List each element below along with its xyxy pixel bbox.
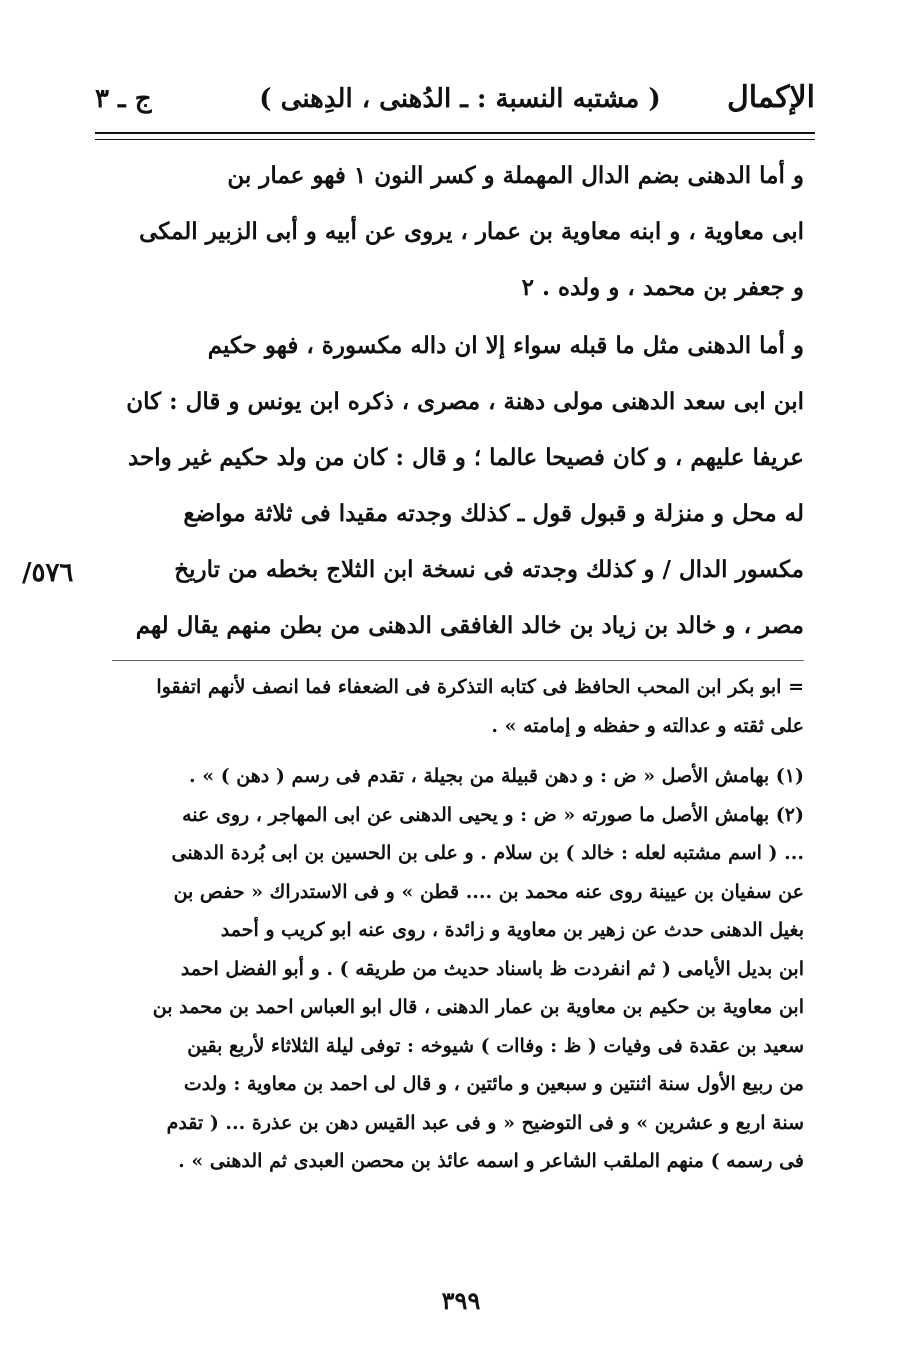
manuscript-folio-ref: ٥٧٦/ [22, 558, 74, 588]
text-line: و أما الدهنى بضم الدال المهملة و كسر النون ١ فهو عمار بن [227, 162, 804, 189]
text-line: مصر ، و خالد بن زياد بن خالد الغافقى الدهنى من بطن منهم يقال لهم [135, 612, 804, 639]
footnote-2-line: عن سفيان بن عيينة روى عنه محمد بن .... قطن » و فى الاستدراك « حفص بن [173, 880, 804, 903]
footnote-2-line: سعيد بن عقدة فى وفيات ( ظ : وفاات ) شيوخه : توفى ليلة الثلاثاء لأربع بقين [187, 1034, 804, 1057]
text-line: و جعفر بن محمد ، و ولده . ٢ [521, 274, 804, 301]
text-line: له محل و منزلة و قبول قول ـ كذلك وجدته مقيدا فى ثلاثة مواضع [183, 500, 804, 527]
section-title: ( مشتبه النسبة : ـ الدُهنى ، الدِهنى ) [259, 84, 661, 114]
book-title: الإكمال [726, 80, 815, 115]
volume-label: ج ـ ٣ [95, 84, 152, 114]
header-rule-thin [95, 139, 815, 140]
footnote-gap [112, 745, 804, 757]
footnote-2-line: (٢) بهامش الأصل ما صورته « ض : و يحيى الدهنى عن ابى المهاجر ، روى عنه [182, 803, 804, 826]
footnote-2-line: فى رسمه ) منهم الملقب الشاعر و اسمه عائذ بن محصن العبدى ثم الدهنى » . [178, 1150, 804, 1172]
footnote-2-line: سنة اربع و عشرين » و فى التوضيح « و فى عبد القيس دهن بن عذرة ... ( تقدم [166, 1111, 804, 1134]
paragraph-1 [112, 148, 804, 316]
footnote-2-line: ... ( اسم مشتبه لعله : خالد ) بن سلام . و على بن الحسين بن ابى بُردة الدهنى [171, 842, 804, 864]
footnote-2-line: بغيل الدهنى حدث عن زهير بن معاوية و زائدة ، روى عنه ابو كريب و أحمد [220, 919, 804, 941]
footnote-separator [112, 660, 804, 661]
footnote-line: = ابو بكر ابن المحب الحافظ فى كتابه التذكرة فى الضعفاء فما انصف لأنهم اتفقوا [156, 676, 804, 698]
header-rule-thick [95, 132, 815, 134]
paragraph-2 [112, 318, 804, 654]
footnotes [112, 668, 804, 1181]
text-line: و أما الدهنى مثل ما قبله سواء إلا ان داله مكسورة ، فهو حكيم [207, 332, 804, 359]
footnote-1: (١) بهامش الأصل « ض : و دهن قبيلة من بجيلة ، تقدم فى رسم ( دهن ) » . [188, 765, 804, 787]
text-line: ابى معاوية ، و ابنه معاوية بن عمار ، يروى عن أبيه و أبى الزبير المكى [139, 218, 804, 245]
page-number: ٣٩٩ [441, 1286, 481, 1315]
text-line: ابن ابى سعد الدهنى مولى دهنة ، مصرى ، ذكره ابن يونس و قال : كان [126, 388, 804, 415]
running-header [95, 80, 815, 124]
footnote-2-line: من ربيع الأول سنة اثنتين و سبعين و مائتين ، و قال لى احمد بن معاوية : ولدت [183, 1073, 804, 1095]
text-line: عريفا عليهم ، و كان فصيحا عالما ؛ و قال : كان من ولد حكيم غير واحد [127, 444, 804, 471]
footnote-line: على ثقته و عدالته و حفظه و إمامته » . [491, 714, 804, 737]
footnote-2-line: ابن بديل الأيامى ( ثم انفردت ظ باسناد حديث من طريقه ) . و أبو الفضل احمد [180, 957, 804, 980]
footnote-2-line: ابن معاوية بن حكيم بن معاوية بن عمار الدهنى ، قال ابو العباس احمد بن محمد بن [152, 996, 804, 1018]
text-line: مكسور الدال / و كذلك وجدته فى نسخة ابن الثلاج بخطه من تاريخ [174, 556, 804, 583]
